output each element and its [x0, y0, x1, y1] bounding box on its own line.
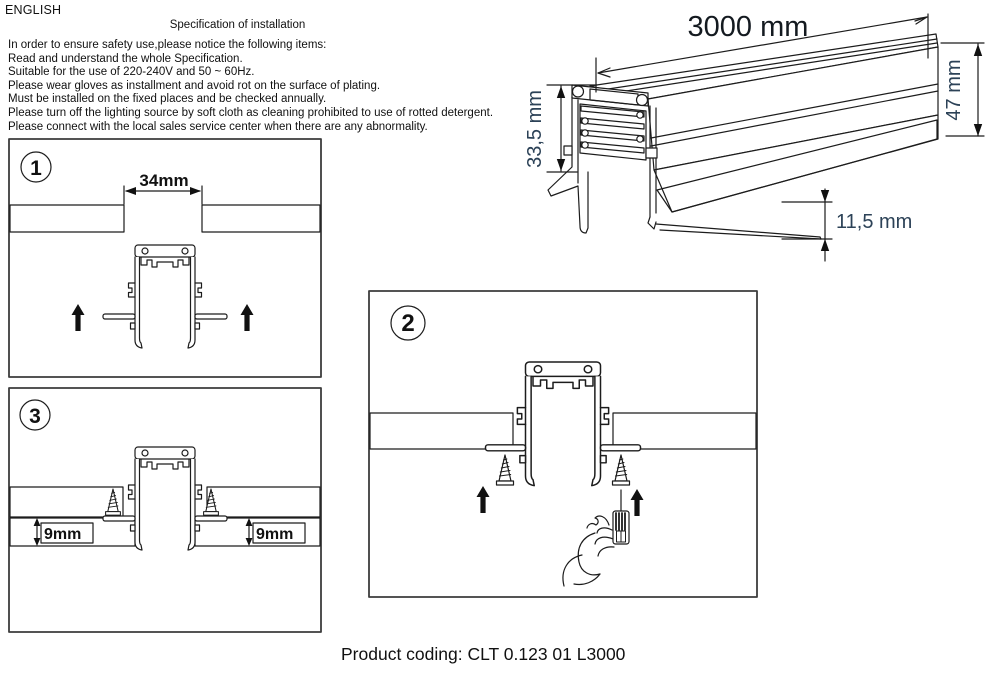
side-height-dimension-label: 33,5 mm: [524, 90, 546, 168]
length-dimension-label: 3000 mm: [687, 11, 809, 43]
opening-width-label: 34mm: [139, 171, 189, 190]
step-number-badge: [20, 400, 50, 430]
dimension-34mm: [124, 171, 202, 204]
screw-icon: [106, 489, 121, 515]
safety-note-line: Must be installed on the fixed places and be checked annually.: [8, 93, 327, 106]
safety-note-line: Suitable for the use of 220-240V and 50 ~ 60Hz.: [8, 66, 255, 79]
up-arrow-icon: [477, 486, 490, 513]
safety-note-line: Read and understand the whole Specification.: [8, 52, 243, 65]
panel-thickness-label: 9mm: [44, 526, 82, 543]
step-number: 2: [401, 310, 415, 337]
ceiling-panel-left: [370, 413, 513, 449]
dimension-9mm-left: [34, 518, 93, 546]
dimension-47mm: [941, 43, 984, 136]
screw-icon: [204, 489, 219, 515]
step3-diagram: [8, 387, 322, 633]
safety-notes: [8, 39, 493, 134]
step-number-badge: [21, 152, 51, 182]
up-arrow-icon: [72, 304, 85, 331]
step1-diagram: [8, 138, 322, 378]
screw-icon: [497, 455, 514, 485]
panel-thickness-label: 9mm: [256, 526, 294, 543]
screwdriver-icon: [613, 490, 629, 544]
step-number-badge: [391, 306, 425, 340]
track-profile: [103, 245, 227, 348]
safety-note-line: Please wear gloves as installment and avoid rot on the surface of plating.: [8, 79, 381, 92]
track-profile: [486, 362, 641, 486]
ceiling-panel-right: [202, 205, 320, 232]
language-label: ENGLISH: [5, 3, 62, 17]
dimension-11-5mm: [782, 189, 912, 261]
safety-note-line: In order to ensure safety use,please notice the following items:: [8, 39, 327, 51]
safety-note-line: Please turn off the lighting source by soft cloth as cleaning prohibited to use of rotted detergent.: [8, 106, 494, 119]
lip-height-dimension-label: 11,5 mm: [836, 211, 913, 233]
step-number: 1: [30, 157, 42, 180]
up-arrow-icon: [631, 489, 644, 516]
step2-diagram: [368, 290, 758, 598]
height-dimension-label: 47 mm: [943, 59, 965, 121]
track-3d-drawing: [520, 0, 1000, 270]
up-arrow-icon: [241, 304, 254, 331]
safety-note-line: Please connect with the local sales service center when there are any abnormality.: [8, 120, 428, 133]
ceiling-panel-left: [10, 205, 124, 232]
screw-icon: [613, 455, 630, 485]
ceiling-structure-right: [207, 487, 320, 517]
dimension-9mm-right: [246, 518, 305, 546]
hand-sketch: [563, 516, 614, 586]
page-title: Specification of installation: [169, 19, 306, 31]
step-number: 3: [29, 405, 41, 428]
product-coding: Product coding: CLT 0.123 01 L3000: [341, 644, 626, 664]
ceiling-panel-right: [613, 413, 756, 449]
